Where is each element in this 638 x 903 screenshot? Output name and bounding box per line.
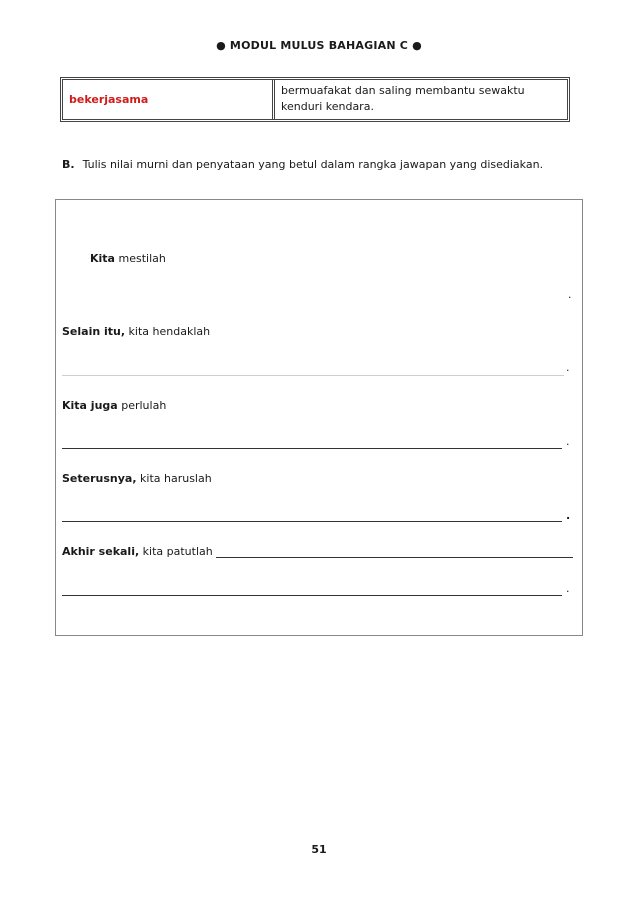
answer-prompt-1-text: mestilah bbox=[114, 252, 166, 265]
answer-prompt-2 bbox=[62, 325, 210, 338]
answer-prompt-3-bold: Kita juga bbox=[62, 399, 118, 412]
instruction-number: B. bbox=[62, 158, 75, 171]
answer-line-2[interactable] bbox=[62, 375, 564, 376]
answer-prompt-5 bbox=[62, 545, 213, 558]
page-header: ● MODUL MULUS BAHAGIAN C ● bbox=[216, 39, 422, 52]
answer-prompt-2-text: kita hendaklah bbox=[125, 325, 211, 338]
instruction-text: Tulis nilai murni dan penyataan yang betul dalam rangka jawapan yang disediakan. bbox=[82, 158, 544, 171]
answer-prompt-4-text: kita haruslah bbox=[136, 472, 212, 485]
answer-line-5b[interactable] bbox=[62, 595, 562, 596]
answer-frame bbox=[55, 199, 583, 636]
answer-prompt-2-bold: Selain itu, bbox=[62, 325, 126, 338]
answer-line-3[interactable] bbox=[62, 448, 562, 449]
answer-prompt-3-text: perlulah bbox=[117, 399, 167, 412]
answer-line-5a[interactable] bbox=[216, 557, 573, 558]
page-number: 51 bbox=[311, 843, 327, 856]
instruction bbox=[62, 158, 543, 171]
vocab-word: bekerjasama bbox=[63, 80, 275, 119]
line-end-3: . bbox=[566, 435, 570, 448]
answer-prompt-5-bold: Akhir sekali, bbox=[62, 545, 140, 558]
answer-prompt-1-bold: Kita bbox=[90, 252, 115, 265]
answer-line-4[interactable] bbox=[62, 521, 562, 522]
answer-prompt-5-text: kita patutlah bbox=[139, 545, 213, 558]
line-end-2: . bbox=[566, 361, 570, 374]
answer-prompt-4-bold: Seterusnya, bbox=[62, 472, 137, 485]
vocab-meaning: bermuafakat dan saling membantu sewaktu kenduri kendara. bbox=[281, 84, 525, 113]
answer-prompt-3 bbox=[62, 399, 166, 412]
answer-prompt-1 bbox=[90, 252, 166, 265]
answer-prompt-4 bbox=[62, 472, 212, 485]
line-end-5: . bbox=[566, 582, 570, 595]
vocabulary-table bbox=[60, 77, 570, 122]
line-end-1: . bbox=[568, 288, 572, 301]
line-end-4: . bbox=[566, 509, 571, 522]
